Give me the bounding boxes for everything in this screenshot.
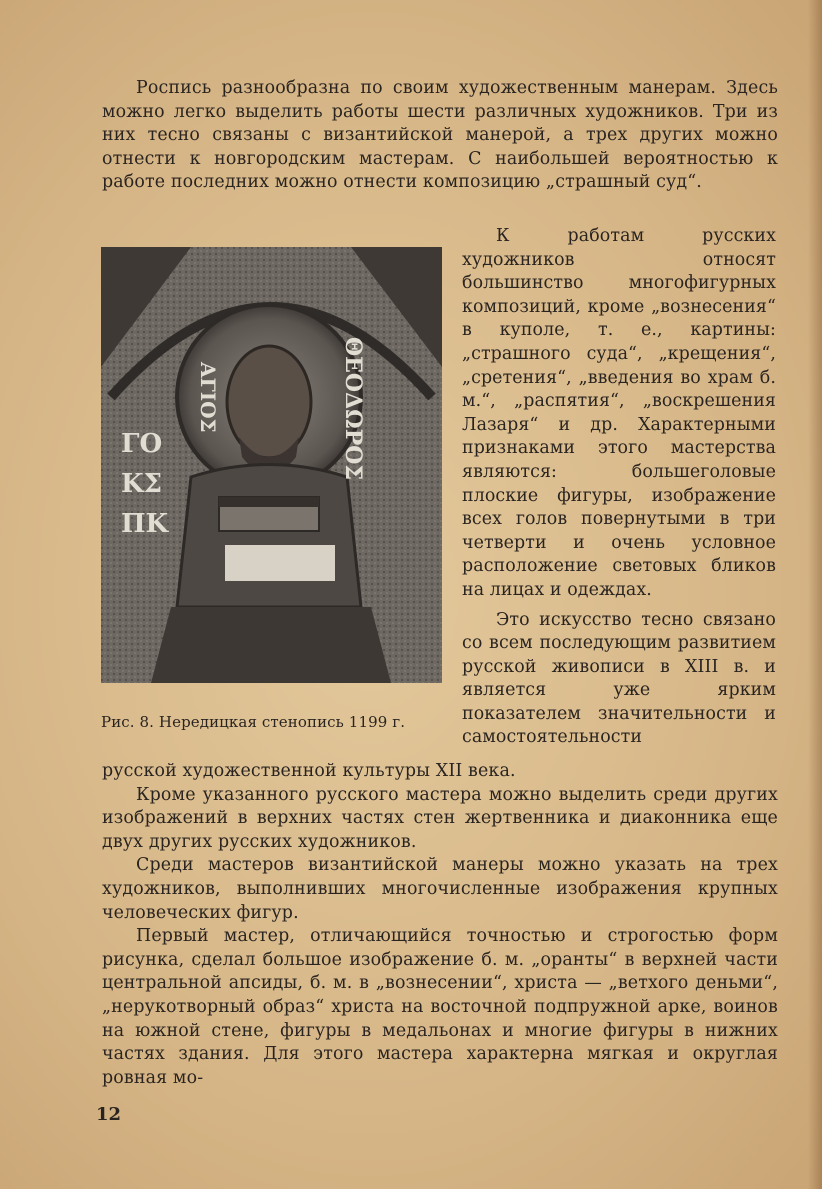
- fresco-inscription-left: ΑΓΙΟΣ: [196, 362, 220, 433]
- svg-text:ΓΟ: ΓΟ: [121, 429, 163, 459]
- paragraph: русской художественной культуры XII века.: [102, 761, 516, 781]
- top-text-block: [102, 77, 778, 195]
- paragraph: Это искусство тесно связано со всем последующим развитием русской живописи в XIII в. и является уже ярким показателем значительности и самостоятельности: [462, 609, 776, 748]
- fresco-figure: [101, 247, 442, 683]
- fresco-inscription-right: ΘΕΟΔΩΡΟΣ: [340, 337, 366, 481]
- paragraph: К работам русских художников относят большинство многофигурных композиций, кроме „вознесения“ в куполе, т. е., картины: „страшного суда“, „крещения“, „сретения“, „введения во храм б. м.“, „распятия“, „воскрешения Лазаря“ и др. Характерными признаками этого мастерства являются: большеголовые плоские фигуры, изображение всех голов повернутыми в три четверти и очень условное расположение световых бликов на лицах и одеждах.: [462, 226, 776, 600]
- paragraph: Роспись разнообразна по своим художественным манерам. Здесь можно легко выделить работы шести различных художников. Три из них тесно связаны с византийской манерой, а трех других можно отнести к новгородским мастерам. С наибольшей вероятностью к работе последних можно отнести композицию „страшный суд“.: [102, 78, 778, 193]
- paragraph: Кроме указанного русского мастера можно выделить среди других изображений в верхних частях стен жертвенника и диаконника еще двух других русских художников.: [102, 784, 778, 852]
- svg-text:ΚΣ: ΚΣ: [121, 469, 162, 499]
- figure-caption: Рис. 8. Нередицкая стенопись 1199 г.: [101, 713, 406, 731]
- svg-text:ΠΚ: ΠΚ: [121, 509, 169, 539]
- paragraph: Среди мастеров византийской манеры можно указать на трех художников, выполнивших многочисленные изображения крупных человеческих фигур.: [102, 855, 778, 923]
- page-number: 12: [96, 1104, 122, 1125]
- fresco-image: [101, 247, 442, 683]
- right-column-text: [462, 225, 776, 750]
- bottom-text-block: [102, 760, 778, 1090]
- paragraph: Первый мастер, отличающийся точностью и строгостью форм рисунка, сделал большое изображение б. м. „оранты“ в верхней части центральной апсиды, б. м. в „вознесении“, христа — „ветхого деньми“, „нерукотворный образ“ христа на восточной подпружной арке, воинов на южной стене, фигуры в медальонах и многие фигуры в нижних частях здания. Для этого мастера характерна мягкая и округлая ровная мо-: [102, 926, 778, 1088]
- page-edge-shadow: [808, 0, 822, 1189]
